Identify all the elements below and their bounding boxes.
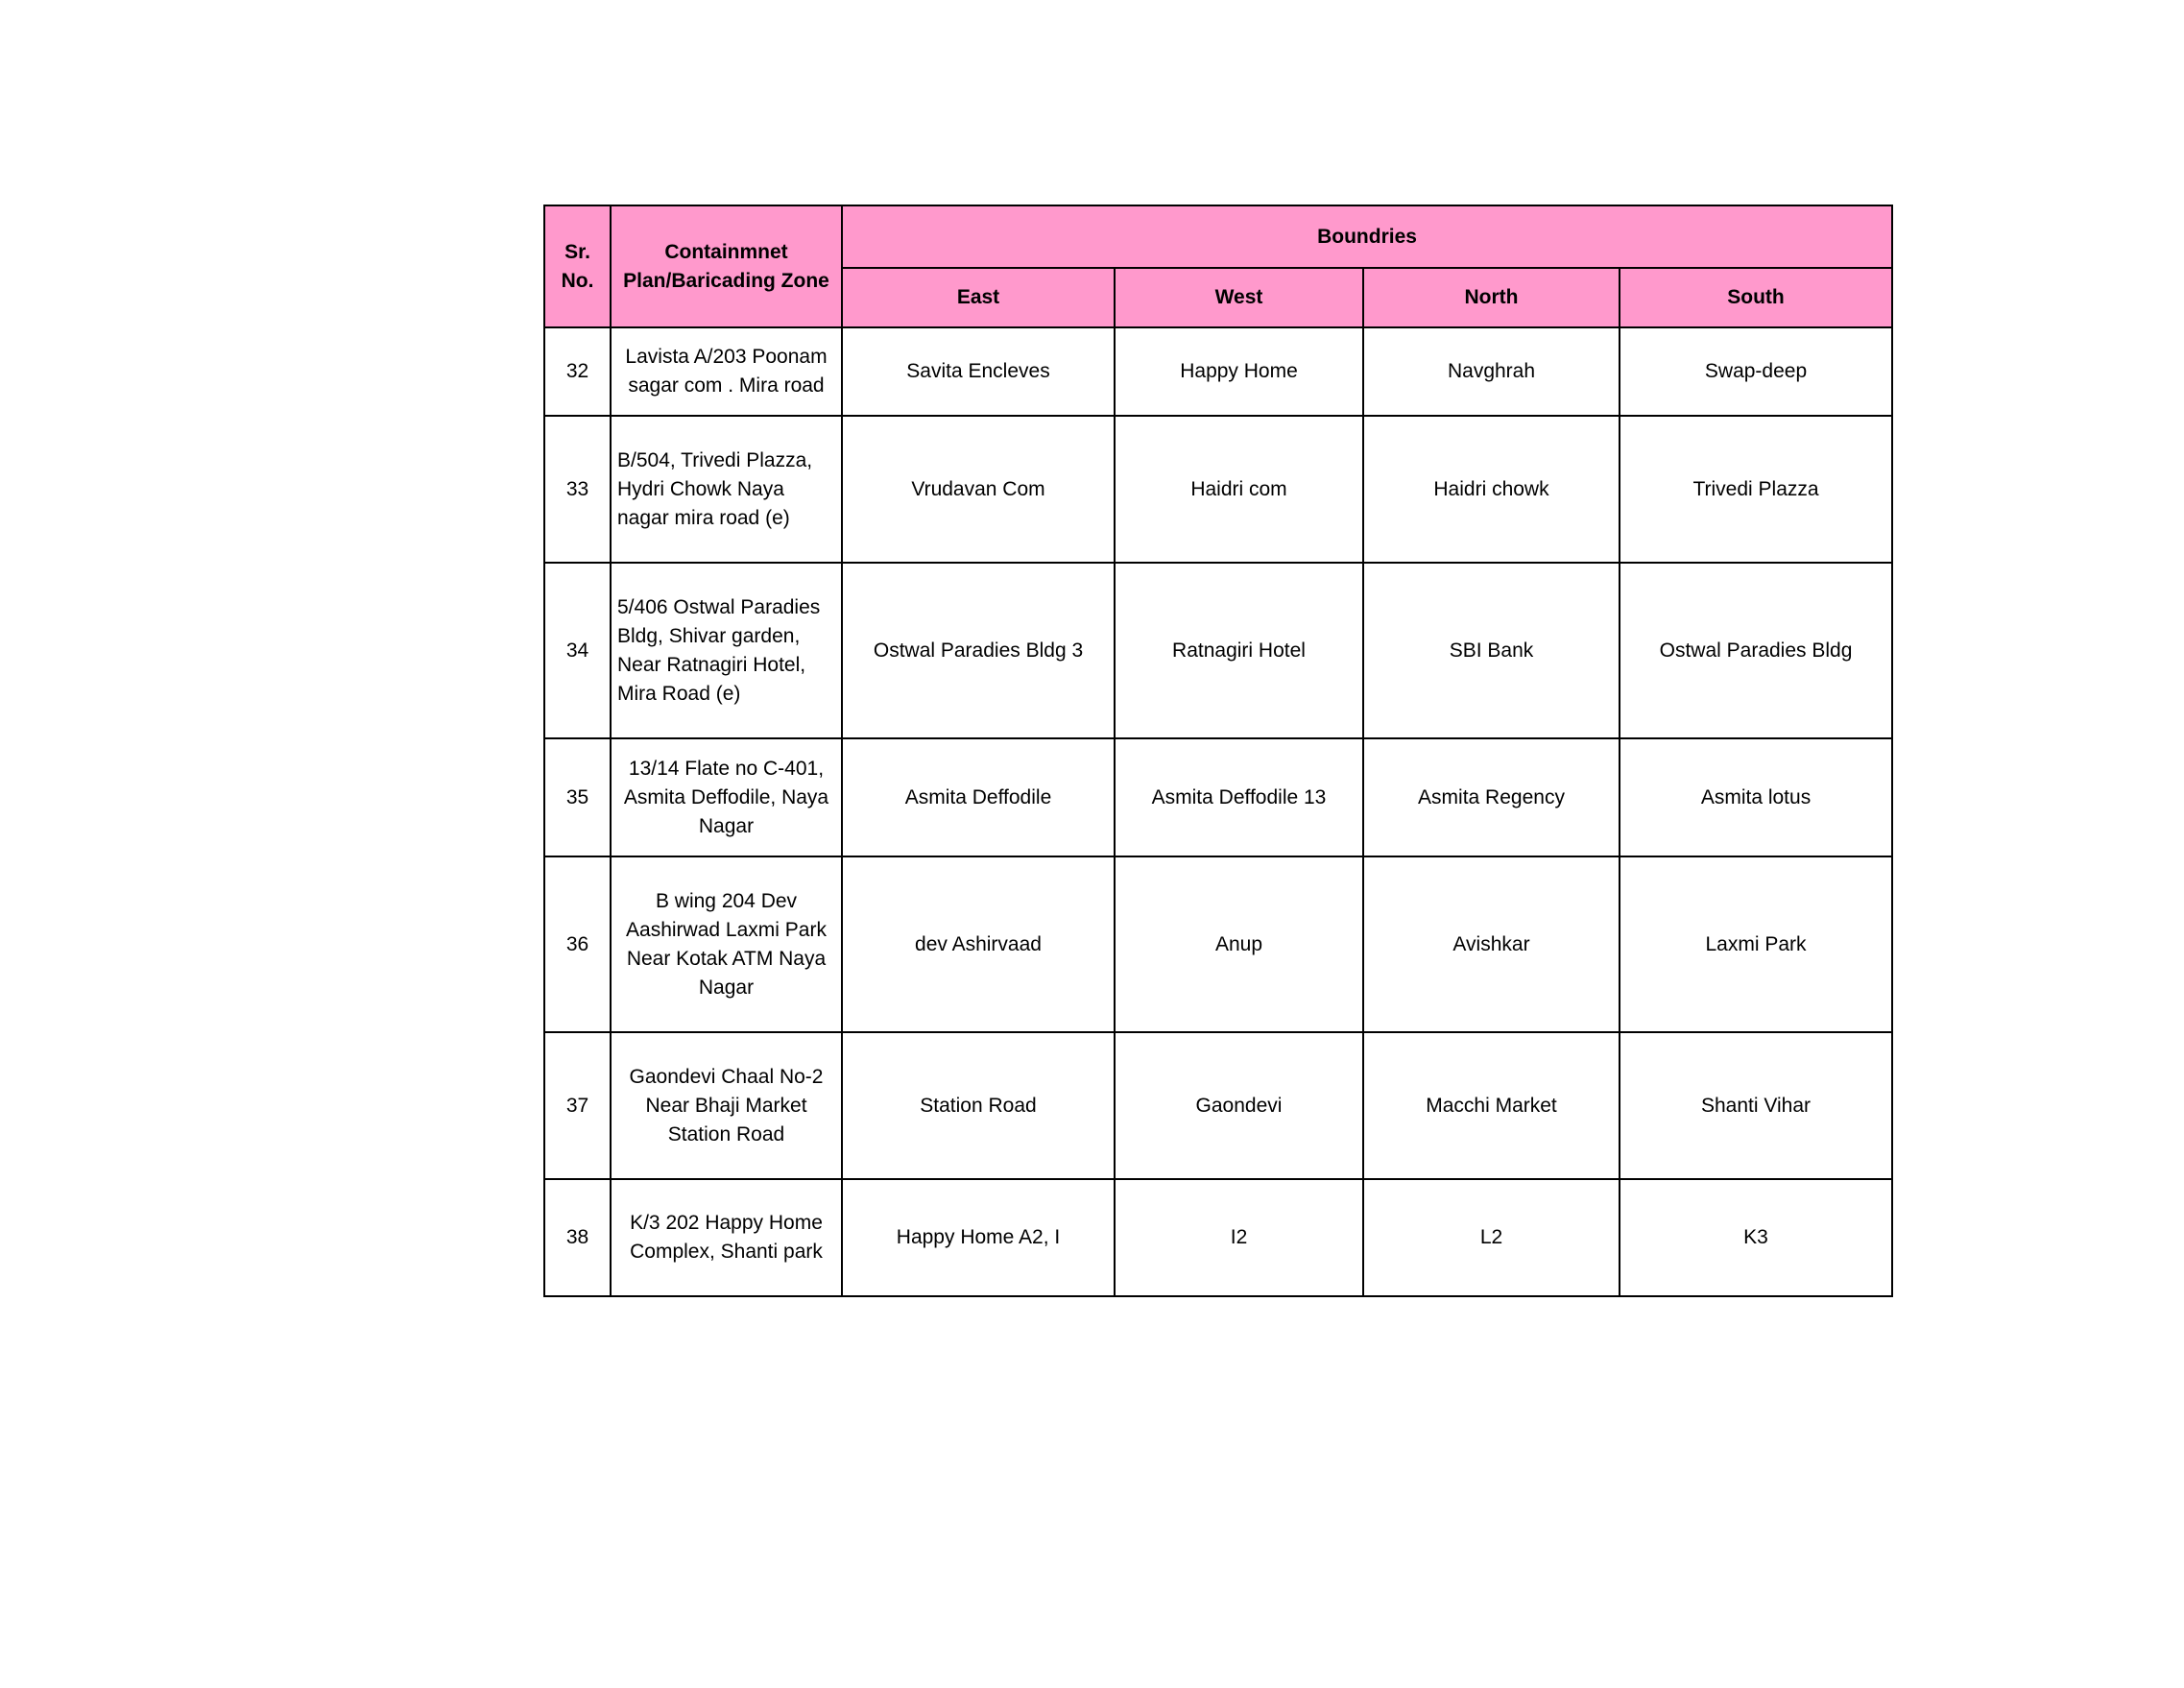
table-row xyxy=(544,563,1892,738)
cell-south: Ostwal Paradies Bldg xyxy=(1620,563,1892,738)
header-north: North xyxy=(1363,268,1620,327)
cell-containment-zone: B wing 204 Dev Aashirwad Laxmi Park Near Kotak ATM Naya Nagar xyxy=(611,856,842,1032)
table-header xyxy=(544,205,1892,327)
cell-north: Asmita Regency xyxy=(1363,738,1620,856)
table-row xyxy=(544,1179,1892,1296)
cell-east: Vrudavan Com xyxy=(842,416,1115,563)
cell-west: Ratnagiri Hotel xyxy=(1115,563,1363,738)
cell-west: Happy Home xyxy=(1115,327,1363,416)
cell-containment-zone: Lavista A/203 Poonam sagar com . Mira road xyxy=(611,327,842,416)
cell-containment-zone: B/504, Trivedi Plazza, Hydri Chowk Naya nagar mira road (e) xyxy=(611,416,842,563)
cell-sr-no: 34 xyxy=(544,563,611,738)
cell-east: Asmita Deffodile xyxy=(842,738,1115,856)
table-row xyxy=(544,327,1892,416)
header-boundaries: Boundries xyxy=(842,205,1892,268)
cell-west: Asmita Deffodile 13 xyxy=(1115,738,1363,856)
cell-east: dev Ashirvaad xyxy=(842,856,1115,1032)
cell-east: Ostwal Paradies Bldg 3 xyxy=(842,563,1115,738)
cell-sr-no: 36 xyxy=(544,856,611,1032)
cell-containment-zone: 13/14 Flate no C-401, Asmita Deffodile, Naya Nagar xyxy=(611,738,842,856)
cell-west: Haidri com xyxy=(1115,416,1363,563)
cell-north: L2 xyxy=(1363,1179,1620,1296)
cell-containment-zone: K/3 202 Happy Home Complex, Shanti park xyxy=(611,1179,842,1296)
cell-north: SBI Bank xyxy=(1363,563,1620,738)
containment-zone-table xyxy=(543,205,1893,1297)
cell-west: Anup xyxy=(1115,856,1363,1032)
cell-west: I2 xyxy=(1115,1179,1363,1296)
cell-containment-zone: Gaondevi Chaal No-2 Near Bhaji Market Station Road xyxy=(611,1032,842,1179)
header-east: East xyxy=(842,268,1115,327)
cell-west: Gaondevi xyxy=(1115,1032,1363,1179)
cell-containment-zone: 5/406 Ostwal Paradies Bldg, Shivar garden, Near Ratnagiri Hotel, Mira Road (e) xyxy=(611,563,842,738)
header-south: South xyxy=(1620,268,1892,327)
cell-east: Savita Encleves xyxy=(842,327,1115,416)
cell-south: K3 xyxy=(1620,1179,1892,1296)
table-row xyxy=(544,856,1892,1032)
header-containment-zone: Containmnet Plan/Baricading Zone xyxy=(611,205,842,327)
cell-north: Macchi Market xyxy=(1363,1032,1620,1179)
table-row xyxy=(544,416,1892,563)
cell-sr-no: 37 xyxy=(544,1032,611,1179)
header-row-top xyxy=(544,205,1892,268)
table-row xyxy=(544,1032,1892,1179)
table-body xyxy=(544,327,1892,1296)
cell-north: Avishkar xyxy=(1363,856,1620,1032)
cell-sr-no: 38 xyxy=(544,1179,611,1296)
cell-sr-no: 33 xyxy=(544,416,611,563)
cell-north: Navghrah xyxy=(1363,327,1620,416)
table-row xyxy=(544,738,1892,856)
cell-east: Station Road xyxy=(842,1032,1115,1179)
cell-north: Haidri chowk xyxy=(1363,416,1620,563)
header-west: West xyxy=(1115,268,1363,327)
cell-south: Swap-deep xyxy=(1620,327,1892,416)
cell-sr-no: 32 xyxy=(544,327,611,416)
cell-sr-no: 35 xyxy=(544,738,611,856)
cell-south: Laxmi Park xyxy=(1620,856,1892,1032)
cell-south: Trivedi Plazza xyxy=(1620,416,1892,563)
cell-south: Shanti Vihar xyxy=(1620,1032,1892,1179)
header-sr-no: Sr. No. xyxy=(544,205,611,327)
cell-east: Happy Home A2, I xyxy=(842,1179,1115,1296)
cell-south: Asmita lotus xyxy=(1620,738,1892,856)
